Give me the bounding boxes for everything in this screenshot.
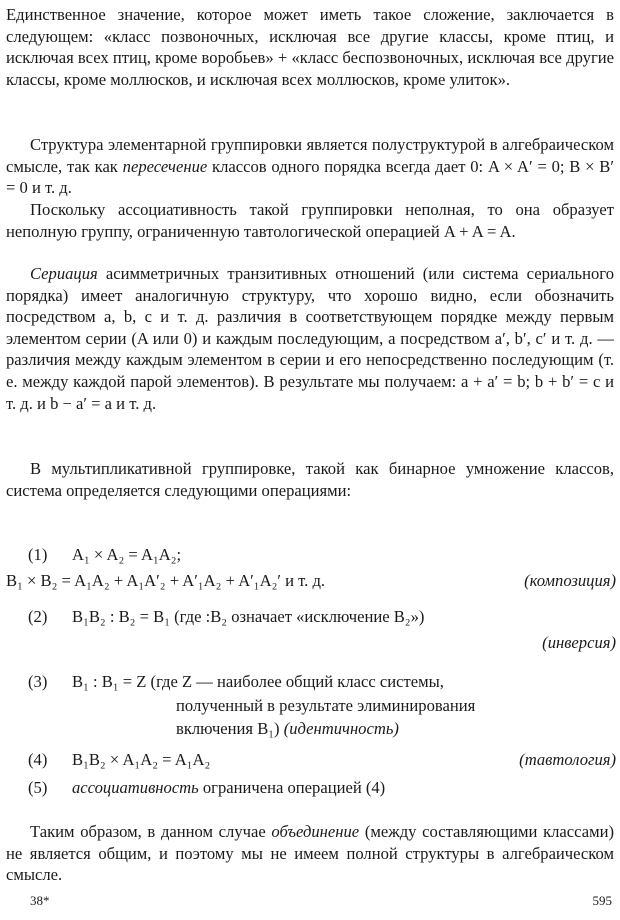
formula-tag-text: (тавтология) [519, 750, 616, 769]
paragraph-multiplicative: В мультипликативной группировке, такой как бинарное умножение классов, система определяется следующими операциями: [6, 459, 614, 500]
page-number: 595 [592, 893, 612, 908]
paragraph-addition-meaning: Единственное значение, которое может иметь такое сложение, заключается в следующем: «класс позвоночных, исключая все другие классы, кроме птиц, и исключая всех птиц, кроме воробьев» + «класс беспозвоночных, исключая все другие классы, кроме моллюсков, и исключая всех моллюсков, кроме улиток». [6, 5, 614, 89]
formula-1-continuation: B₁ × B₂ = A₁A₂ + A₁A′₂ + A′₁A₂ + A′₁A₂′ и т. д. [6, 571, 326, 590]
paragraph-seriation [6, 263, 614, 414]
text: (между составляющими классами) не является общим, и поэтому мы не имеем полной структуры в алгебраическом смысле. [6, 822, 614, 885]
formula-tag-text: (композиция) [524, 571, 616, 590]
formula-2 [28, 606, 424, 628]
formula-tag-text: (инверсия) [542, 633, 616, 652]
formula-expression: включения B₁) [176, 719, 280, 738]
formula-expression: B₁B₂ : B₂ = B₁ (где :B₂ означает «исключение B₂») [72, 607, 425, 626]
formula-expression: ограничена операцией (4) [198, 778, 386, 797]
formula-expression: B₁ : B₁ = Z (где Z — наиболее общий класс системы, [72, 672, 444, 691]
formula-number: (1) [28, 545, 48, 564]
formula-number: (4) [28, 750, 48, 769]
emphasis-term: ассоциативность [72, 778, 199, 797]
emphasis-term: пересечение [122, 156, 208, 176]
text: классов одного порядка всегда дает 0: A × A′ = 0; B × B′ = 0 и т. д. [6, 156, 614, 198]
formula-3-line-3 [176, 718, 399, 740]
paragraph-semistructure [6, 134, 614, 199]
formula-number: (2) [28, 607, 48, 626]
emphasis-term: объединение [271, 822, 360, 841]
paragraph-conclusion [6, 821, 614, 886]
formula-3-line-2: полученный в результате элиминирования [176, 696, 476, 715]
formula-number: (5) [28, 778, 48, 797]
formula-expression: B₁B₂ × A₁A₂ = A₁A₂ [72, 750, 211, 769]
formula-3 [28, 671, 444, 693]
emphasis-term: Сериация [30, 264, 98, 283]
paragraph-associativity: Поскольку ассоциативность такой группировки неполная, то она образует неполную группу, ограниченную тавтологической операцией A + A = A. [6, 200, 614, 241]
formula-1 [28, 544, 181, 566]
text: Таким образом, в данном случае [30, 822, 272, 841]
formula-5 [28, 777, 385, 799]
formula-4 [28, 749, 210, 771]
formula-number: (3) [28, 672, 48, 691]
signature-mark: 38* [30, 893, 50, 908]
formula-2-tag [542, 632, 616, 654]
formula-expression: A₁ × A₂ = A₁A₂; [72, 545, 182, 564]
formula-tag-text: (идентичность) [283, 719, 399, 738]
text: асимметричных транзитивных отношений (или система сериального порядка) имеет аналогичную структуру, что хорошо видно, если обозначить посредством a, b, c и т. д. различия в соответствующем порядке между первым элементом серии (A или 0) и каждым последующим, а посредством a′, b′, c′ и т. д. — различия между каждым элементом в серии и его непосредственно последующим (т. е. между каждой парой элементов). В результате мы получаем: a + a′ = b; b + b′ = c и т. д. и b − a′ = a и т. д. [6, 264, 614, 413]
formula-1-tag [524, 570, 616, 592]
text: Структура элементарной группировки является полуструктурой в алгебраическом смысле, так как [6, 135, 614, 176]
formula-4-tag [519, 749, 616, 771]
